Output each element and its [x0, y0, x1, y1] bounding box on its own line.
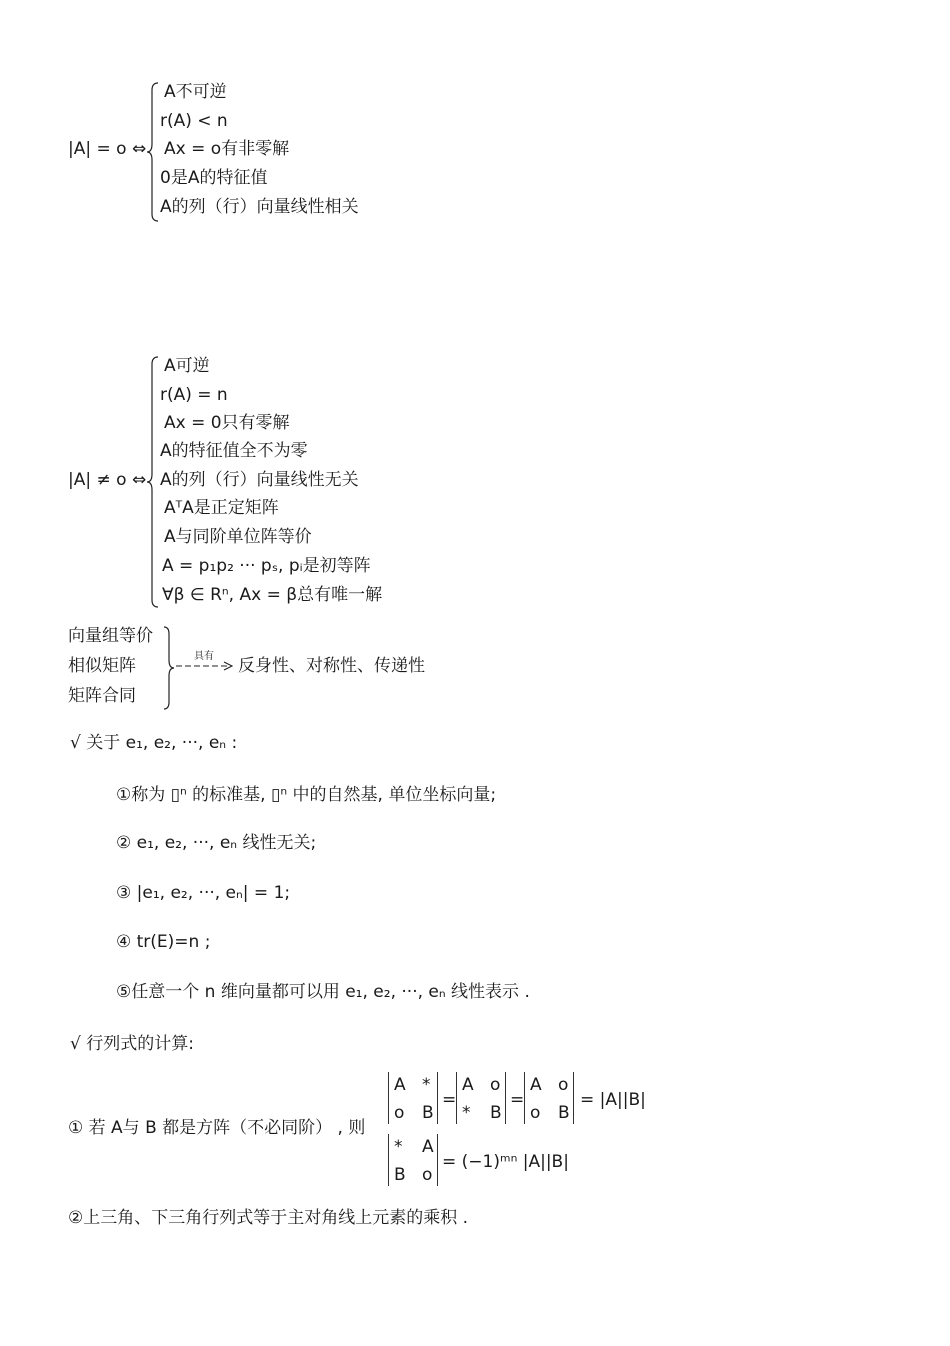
- m1-cell-2: o: [394, 1103, 405, 1123]
- m2-cell-2: *: [462, 1103, 471, 1123]
- m4-left-bar: [388, 1134, 389, 1186]
- m1-right-bar: [437, 1072, 438, 1124]
- block2-item-0: A可逆: [164, 356, 210, 376]
- equiv-right-brace: [163, 626, 175, 710]
- equiv-item-2: 矩阵合同: [68, 686, 136, 706]
- m1-cell-0: A: [394, 1075, 406, 1095]
- m4-cell-3: o: [422, 1165, 433, 1185]
- block2-item-7: A = p₁p₂ ··· pₛ, pᵢ是初等阵: [162, 556, 371, 576]
- m4-right-bar: [437, 1134, 438, 1186]
- block1-item-1: r(A) < n: [160, 111, 228, 131]
- m4-cell-0: *: [394, 1137, 403, 1157]
- m3-right-bar: [573, 1072, 574, 1124]
- basis-heading: √ 关于 e₁, e₂, ···, eₙ :: [70, 733, 238, 753]
- block2-item-8: ∀β ∈ Rⁿ, Ax = β总有唯一解: [162, 585, 383, 605]
- result-1: = |A||B|: [580, 1090, 646, 1110]
- m2-left-bar: [456, 1072, 457, 1124]
- block2-lhs: |A| ≠ o ⇔: [68, 470, 147, 490]
- block1-item-0: A不可逆: [164, 82, 227, 102]
- m3-cell-3: B: [558, 1103, 570, 1123]
- m3-cell-1: o: [558, 1075, 569, 1095]
- block2-item-4: A的列（行）向量线性无关: [160, 470, 359, 490]
- m3-cell-2: o: [530, 1103, 541, 1123]
- det-heading: √ 行列式的计算:: [70, 1034, 194, 1054]
- block1-item-2: Ax = o有非零解: [164, 139, 290, 159]
- m4-cell-1: A: [422, 1137, 434, 1157]
- m2-cell-0: A: [462, 1075, 474, 1095]
- m2-cell-1: o: [490, 1075, 501, 1095]
- block2-left-brace: [146, 356, 160, 608]
- m1-cell-3: B: [422, 1103, 434, 1123]
- block1-item-4: A的列（行）向量线性相关: [160, 197, 359, 217]
- m4-cell-2: B: [394, 1165, 406, 1185]
- m2-cell-3: B: [490, 1103, 502, 1123]
- block1-lhs: |A| = o ⇔: [68, 139, 147, 159]
- block2-item-3: A的特征值全不为零: [160, 441, 308, 461]
- m3-left-bar: [524, 1072, 525, 1124]
- equiv-arrow-label: 具有: [194, 651, 214, 662]
- block2-item-6: A与同阶单位阵等价: [164, 527, 312, 547]
- block1-item-3: 0是A的特征值: [160, 168, 268, 188]
- block2-item-5: AᵀA是正定矩阵: [164, 498, 279, 518]
- equiv-arrow-icon: [176, 660, 234, 672]
- basis-point-4: ⑤任意一个 n 维向量都可以用 e₁, e₂, ···, eₙ 线性表示 .: [116, 982, 530, 1002]
- basis-point-3: ④ tr(E)=n ;: [116, 932, 211, 952]
- basis-point-1: ② e₁, e₂, ···, eₙ 线性无关;: [116, 833, 317, 853]
- block1-left-brace: [146, 82, 160, 222]
- det-rule2-text: ②上三角、下三角行列式等于主对角线上元素的乘积 .: [68, 1208, 469, 1228]
- result-2: = (−1)ᵐⁿ |A||B|: [442, 1152, 569, 1172]
- eq-2: =: [510, 1090, 525, 1110]
- block2-item-1: r(A) = n: [160, 385, 228, 405]
- eq-1: =: [442, 1090, 457, 1110]
- det-rule1-text: ① 若 A与 B 都是方阵（不必同阶） , 则: [68, 1118, 366, 1138]
- m1-cell-1: *: [422, 1075, 431, 1095]
- basis-point-0: ①称为 ▯ⁿ 的标准基, ▯ⁿ 中的自然基, 单位坐标向量;: [116, 785, 497, 805]
- m3-cell-0: A: [530, 1075, 542, 1095]
- equiv-item-1: 相似矩阵: [68, 656, 136, 676]
- basis-point-2: ③ |e₁, e₂, ···, eₙ| = 1;: [116, 883, 291, 903]
- m2-right-bar: [505, 1072, 506, 1124]
- m1-left-bar: [388, 1072, 389, 1124]
- block2-item-2: Ax = 0只有零解: [164, 413, 290, 433]
- equiv-result: 反身性、对称性、传递性: [238, 656, 425, 676]
- equiv-item-0: 向量组等价: [68, 626, 153, 646]
